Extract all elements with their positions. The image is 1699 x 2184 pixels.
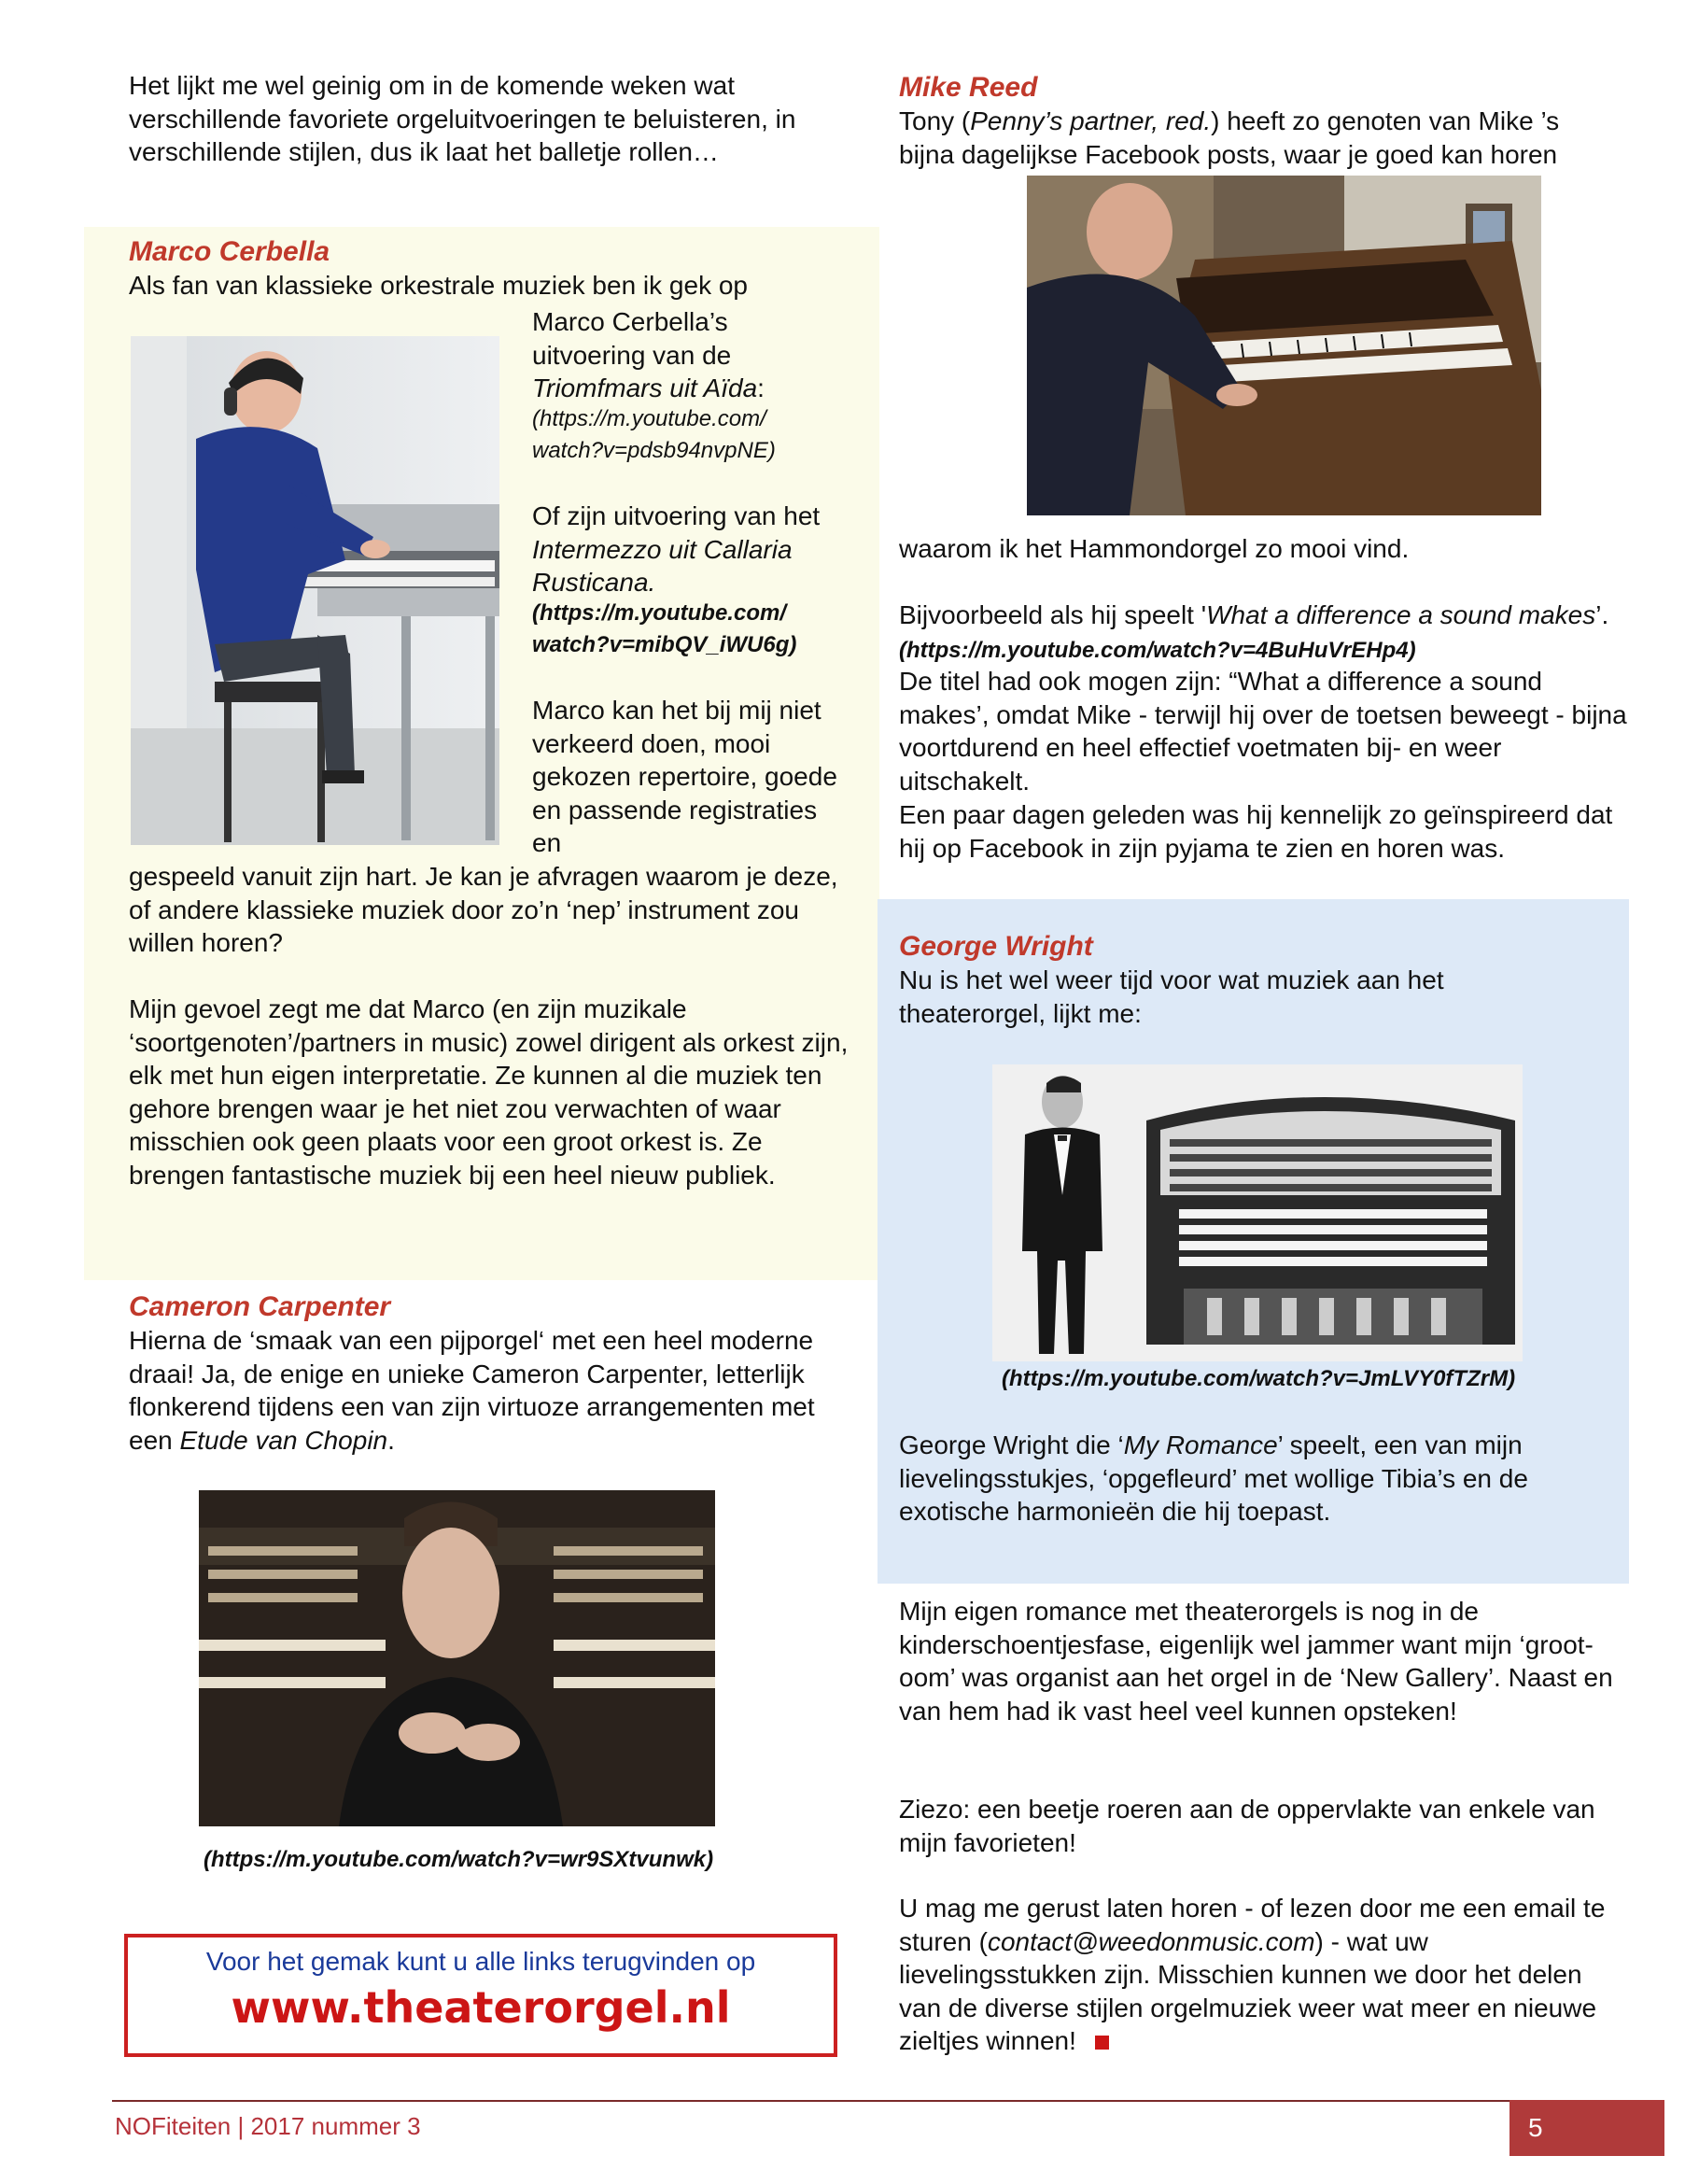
closing-email[interactable]: contact@weedonmusic.com [987, 1926, 1315, 1956]
mike-url[interactable]: (https://m.youtube.com/watch?v=4BuHuVrEHp4) [899, 637, 1416, 663]
george-t2-italic: My Romance [1123, 1430, 1278, 1459]
marco-paragraph-3: Marco kan het bij mij niet verkeerd doen, mooi gekozen repertoire, goede en passende registraties en [532, 696, 837, 857]
cameron-etude-title: Etude van Chopin [179, 1425, 388, 1455]
marco-paragraph-2 [532, 500, 859, 599]
cameron-heading: Cameron Carpenter [129, 1291, 391, 1322]
george-photo [992, 1064, 1523, 1361]
marco-paragraph-1 [532, 305, 840, 405]
george-t2-c: ’ speelt, een van mijn lievelingsstukjes, ‘opgefleurd’ met wollige Tibia’s en de exotische harmonieën die hij toepast. [899, 1430, 1528, 1526]
intro-paragraph: Het lijkt me wel geinig om in de komende weken wat verschillende favoriete orgeluitvoeringen te beluisteren, in verschillende stijlen, dus ik laat het balletje rollen… [129, 71, 796, 166]
cameron-period: . [387, 1425, 395, 1455]
mike-paragraph-2: waarom ik het Hammondorgel zo mooi vind. [899, 534, 1410, 563]
page-number: 5 [1509, 2100, 1664, 2156]
marco-paragraph-3b: gespeeld vanuit zijn hart. Je kan je afvragen waarom je deze, of andere klassieke muziek door zo’n ‘nep’ instrument zou willen horen? [129, 862, 838, 957]
george-t2-a: George Wright die ‘ [899, 1430, 1124, 1459]
footer-publication: NOFiteiten | 2017 nummer 3 [115, 2112, 421, 2140]
links-box [124, 1934, 837, 2057]
mike-heading: Mike Reed [899, 72, 1038, 103]
marco-p1-text: Marco Cerbella’s uitvoering van de [532, 307, 732, 370]
cameron-caption[interactable]: (https://m.youtube.com/watch?v=wr9SXtvunwk) [204, 1847, 714, 1872]
george-intro: Nu is het wel weer tijd voor wat muziek aan het theaterorgel, lijkt me: [899, 965, 1444, 1028]
closing-p3-a: U mag me gerust laten horen - of lezen door me een email te sturen ( [899, 1894, 1606, 1956]
links-box-intro: Voor het gemak kunt u alle links terugvinden op [205, 1947, 756, 1976]
mike-paragraph-4: De titel had ook mogen zijn: “What a difference a sound makes’, omdat Mike - terwijl hij over de toetsen beweegt - bijna voortdurend en heel effectief voetmaten bij- en weer uitschakelt. [899, 667, 1627, 796]
george-heading: George Wright [899, 931, 1093, 962]
cameron-paragraph [129, 1324, 838, 1457]
mike-t3-italic: What a difference a sound makes [1206, 600, 1596, 629]
marco-p2-text: Of zijn uitvoering van het [532, 501, 821, 530]
links-box-url[interactable]: www.theaterorgel.nl [231, 1982, 731, 2033]
marco-paragraph-4: Mijn gevoel zegt me dat Marco (en zijn muzikale ‘soortgenoten’/partners in music) zowel dirigent als orkest zijn, elk met hun eigen interpretatie. Ze kunnen al die muziek ten gehore brengen waar je het niet zou verwachten of waar misschien ook geen plaats voor een groot orkest is. Ze brengen fantastische muziek bij een heel nieuw publiek. [129, 994, 849, 1190]
end-mark-icon [1095, 2036, 1109, 2050]
marco-intro-line: Als fan van klassieke orkestrale muziek ben ik gek op [129, 271, 748, 300]
cameron-photo [199, 1490, 715, 1826]
mike-t3-c: ’. [1595, 600, 1609, 629]
marco-url-1[interactable]: (https://m.youtube.com/ watch?v=pdsb94nvpNE) [532, 406, 776, 463]
marco-heading: Marco Cerbella [129, 236, 330, 267]
footer-rule [112, 2100, 1512, 2102]
mike-t1-c: ) heeft zo genoten van Mike ’s bijna dagelijkse Facebook posts, waar je goed kan horen [899, 106, 1560, 169]
mike-paragraph-5: Een paar dagen geleden was hij kennelijk zo geïnspireerd dat hij op Facebook in zijn pyjama te zien en horen was. [899, 800, 1613, 863]
closing-p3-c: ) - wat uw lievelingsstukken zijn. Misschien kunnen we door het delen van de diverse stijlen orgelmuziek weer wat meer en nieuwe zieltjes winnen! [899, 1926, 1597, 2055]
george-caption[interactable]: (https://m.youtube.com/watch?v=JmLVY0fTZrM) [1002, 1366, 1516, 1391]
marco-url-2[interactable]: (https://m.youtube.com/ watch?v=mibQV_iWU6g) [532, 600, 797, 657]
closing-paragraph-2: Ziezo: een beetje roeren aan de oppervlakte van enkele van mijn favorieten! [899, 1795, 1595, 1857]
george-paragraph [899, 1429, 1608, 1529]
closing-paragraph-1: Mijn eigen romance met theaterorgels is nog in de kinderschoentjesfase, eigenlijk wel jammer want mijn ‘groot-oom’ was organist aan het orgel in de ‘New Gallery’. Naast en van hem had ik vast heel veel kunnen opsteken! [899, 1597, 1613, 1726]
mike-t1-italic: Penny’s partner, red. [970, 106, 1212, 135]
mike-t3-a: Bijvoorbeeld als hij speelt ' [899, 600, 1207, 629]
mike-paragraph-3 [899, 599, 1627, 667]
mike-paragraph-1 [899, 105, 1618, 171]
mike-t1-a: Tony ( [899, 106, 971, 135]
marco-p2-title: Intermezzo uit Callaria Rusticana. [532, 534, 793, 597]
cameron-text: Hierna de ‘smaak van een pijporgel‘ met een heel moderne draai! Ja, de enige en unieke Cameron Carpenter, letterlijk flonkerend tijdens een van zijn virtuoze arrangementen met een [129, 1326, 815, 1455]
mike-photo [1027, 176, 1541, 515]
closing-paragraph-3 [899, 1892, 1627, 2058]
marco-photo [131, 336, 499, 845]
marco-p1-colon: : [757, 373, 765, 402]
marco-p1-title: Triomfmars uit Aïda [532, 373, 758, 402]
